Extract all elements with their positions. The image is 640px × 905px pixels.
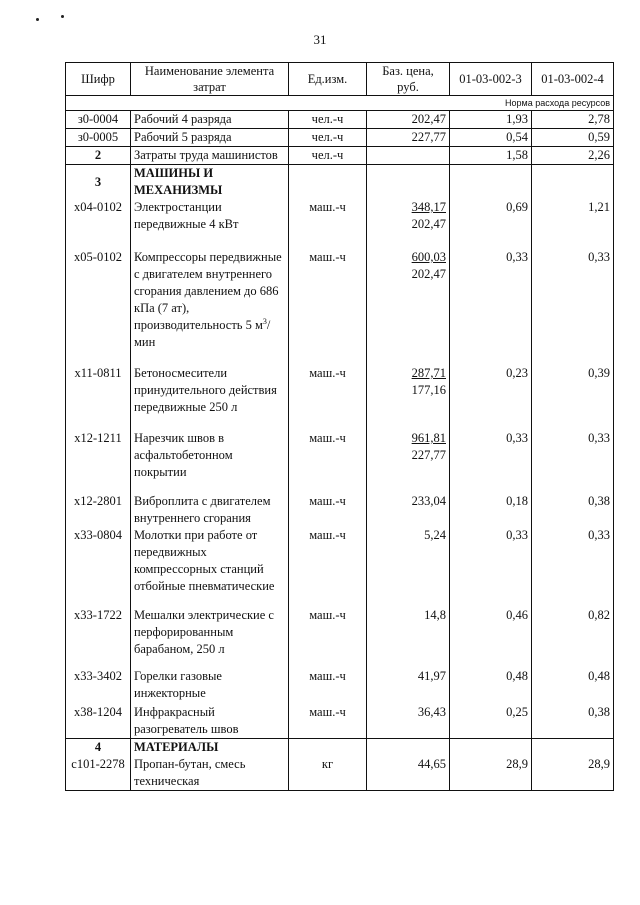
- table-header-row: [66, 63, 614, 96]
- cell-unit: маш.-ч: [289, 365, 367, 430]
- cell-v2: 0,38: [532, 493, 614, 527]
- table-row-section: [66, 165, 614, 200]
- cell-price: [367, 739, 450, 757]
- price-secondary: 202,47: [411, 267, 446, 281]
- cell-name: Рабочий 5 разряда: [131, 129, 289, 147]
- cell-code: с101-2278: [66, 756, 131, 791]
- cell-name: Горелки газовые инжекторные: [131, 668, 289, 704]
- cell-code: х12-1211: [66, 430, 131, 493]
- cell-v1: 0,23: [450, 365, 532, 430]
- cell-v1: [450, 165, 532, 200]
- cell-unit: маш.-ч: [289, 607, 367, 668]
- price-secondary: 177,16: [411, 383, 446, 397]
- cell-unit: маш.-ч: [289, 668, 367, 704]
- norm-label: Норма расхода ресурсов: [66, 96, 614, 111]
- cell-name: МАТЕРИАЛЫ: [131, 739, 289, 757]
- cell-code: х33-1722: [66, 607, 131, 668]
- cell-code: 4: [66, 739, 131, 757]
- table-row: [66, 493, 614, 527]
- cell-name: Виброплита с двигателем внутреннего сгорания: [131, 493, 289, 527]
- cell-price: [367, 365, 450, 430]
- cell-v2: 0,59: [532, 129, 614, 147]
- cell-name: [131, 233, 289, 365]
- header-code: Шифр: [66, 63, 131, 96]
- cell-unit: чел.-ч: [289, 129, 367, 147]
- cell-unit: [289, 739, 367, 757]
- cell-v2: 0,82: [532, 607, 614, 668]
- cell-price: [367, 147, 450, 165]
- cell-unit: маш.-ч: [289, 233, 367, 365]
- cell-code: 3: [66, 165, 131, 200]
- cell-unit: чел.-ч: [289, 147, 367, 165]
- price-underlined: 961,81: [411, 431, 446, 445]
- scan-dot: [61, 15, 64, 18]
- cell-name: Рабочий 4 разряда: [131, 111, 289, 129]
- cell-v2: 0,38: [532, 704, 614, 739]
- cell-code: х38-1204: [66, 704, 131, 739]
- cell-v2: 0,48: [532, 668, 614, 704]
- header-unit: Ед.изм.: [289, 63, 367, 96]
- cell-name: Инфракрасный разогреватель швов: [131, 704, 289, 739]
- cell-name: Бетоносмесители принудительного действия передвижные 250 л: [131, 365, 289, 430]
- name-text: Компрессоры передвижные с двигателем внутреннего сгорания давлением до 686 кПа (7 ат), производительность 5 м: [134, 250, 282, 332]
- cell-v1: [450, 739, 532, 757]
- cell-unit: кг: [289, 756, 367, 791]
- cell-code: з0-0005: [66, 129, 131, 147]
- price-secondary: 202,47: [411, 217, 446, 231]
- table-row: [66, 607, 614, 668]
- cell-code: з0-0004: [66, 111, 131, 129]
- cell-v1: 0,48: [450, 668, 532, 704]
- cell-price: [367, 199, 450, 233]
- cell-v2: 0,33: [532, 430, 614, 493]
- cell-v1: 0,33: [450, 527, 532, 607]
- price-underlined: 287,71: [411, 366, 446, 380]
- cell-v1: 0,33: [450, 233, 532, 365]
- table-row: [66, 129, 614, 147]
- header-price: Баз. цена, руб.: [367, 63, 450, 96]
- cell-unit: маш.-ч: [289, 527, 367, 607]
- price-underlined: 348,17: [411, 200, 446, 214]
- table-row: [66, 111, 614, 129]
- cell-v2: [532, 165, 614, 200]
- resource-table: [65, 62, 614, 791]
- cell-v2: 1,21: [532, 199, 614, 233]
- cell-price: [367, 233, 450, 365]
- cell-code: х33-0804: [66, 527, 131, 607]
- cell-price: 36,43: [367, 704, 450, 739]
- cell-v1: 0,25: [450, 704, 532, 739]
- cell-price: [367, 165, 450, 200]
- cell-name: Пропан-бутан, смесь техническая: [131, 756, 289, 791]
- cell-code: х11-0811: [66, 365, 131, 430]
- cell-unit: маш.-ч: [289, 704, 367, 739]
- cell-unit: маш.-ч: [289, 199, 367, 233]
- table-row: [66, 756, 614, 791]
- header-col1: 01-03-002-3: [450, 63, 532, 96]
- cell-price: 14,8: [367, 607, 450, 668]
- cell-code: х33-3402: [66, 668, 131, 704]
- cell-code: 2: [66, 147, 131, 165]
- table-row-section: [66, 147, 614, 165]
- cell-name: МАШИНЫ И МЕХАНИЗМЫ: [131, 165, 289, 200]
- cell-price: 41,97: [367, 668, 450, 704]
- cell-v1: 0,18: [450, 493, 532, 527]
- cell-code: х04-0102: [66, 199, 131, 233]
- cell-v2: 0,33: [532, 233, 614, 365]
- table-row: [66, 199, 614, 233]
- table-row: [66, 668, 614, 704]
- header-name: Наименование элемента затрат: [131, 63, 289, 96]
- page-number: 31: [313, 32, 327, 47]
- scan-dot: [36, 18, 39, 21]
- header-col2: 01-03-002-4: [532, 63, 614, 96]
- table-row: [66, 365, 614, 430]
- cell-v2: 2,26: [532, 147, 614, 165]
- cell-v1: 28,9: [450, 756, 532, 791]
- cell-unit: маш.-ч: [289, 430, 367, 493]
- table-row-section: [66, 739, 614, 757]
- cell-v1: 0,69: [450, 199, 532, 233]
- cell-v1: 0,33: [450, 430, 532, 493]
- cell-v1: 0,46: [450, 607, 532, 668]
- cell-unit: [289, 165, 367, 200]
- norm-row: [66, 96, 614, 111]
- superscript: 3: [262, 316, 267, 326]
- cell-v2: [532, 739, 614, 757]
- table-row: [66, 527, 614, 607]
- cell-price: 227,77: [367, 129, 450, 147]
- cell-price: 5,24: [367, 527, 450, 607]
- cell-v1: 1,58: [450, 147, 532, 165]
- name-tail: /мин: [134, 318, 271, 349]
- table-row: [66, 704, 614, 739]
- cell-code: х05-0102: [66, 233, 131, 365]
- price-underlined: 600,03: [411, 250, 446, 264]
- cell-name: Мешалки электрические с перфорированным барабаном, 250 л: [131, 607, 289, 668]
- cell-code: х12-2801: [66, 493, 131, 527]
- cell-name: Нарезчик швов в асфальтобетонном покрытии: [131, 430, 289, 493]
- cell-unit: маш.-ч: [289, 493, 367, 527]
- cell-v1: 0,54: [450, 129, 532, 147]
- cell-price: 44,65: [367, 756, 450, 791]
- cell-v2: 0,33: [532, 527, 614, 607]
- cell-v2: 0,39: [532, 365, 614, 430]
- cell-v1: 1,93: [450, 111, 532, 129]
- cell-name: Затраты труда машинистов: [131, 147, 289, 165]
- cell-v2: 2,78: [532, 111, 614, 129]
- cell-name: Электростанции передвижные 4 кВт: [131, 199, 289, 233]
- cell-price: [367, 430, 450, 493]
- cell-price: 233,04: [367, 493, 450, 527]
- table-row: [66, 233, 614, 365]
- cell-unit: чел.-ч: [289, 111, 367, 129]
- table-row: [66, 430, 614, 493]
- cell-price: 202,47: [367, 111, 450, 129]
- price-secondary: 227,77: [411, 448, 446, 462]
- cell-v2: 28,9: [532, 756, 614, 791]
- cell-name: Молотки при работе от передвижных компрессорных станций отбойные пневматические: [131, 527, 289, 607]
